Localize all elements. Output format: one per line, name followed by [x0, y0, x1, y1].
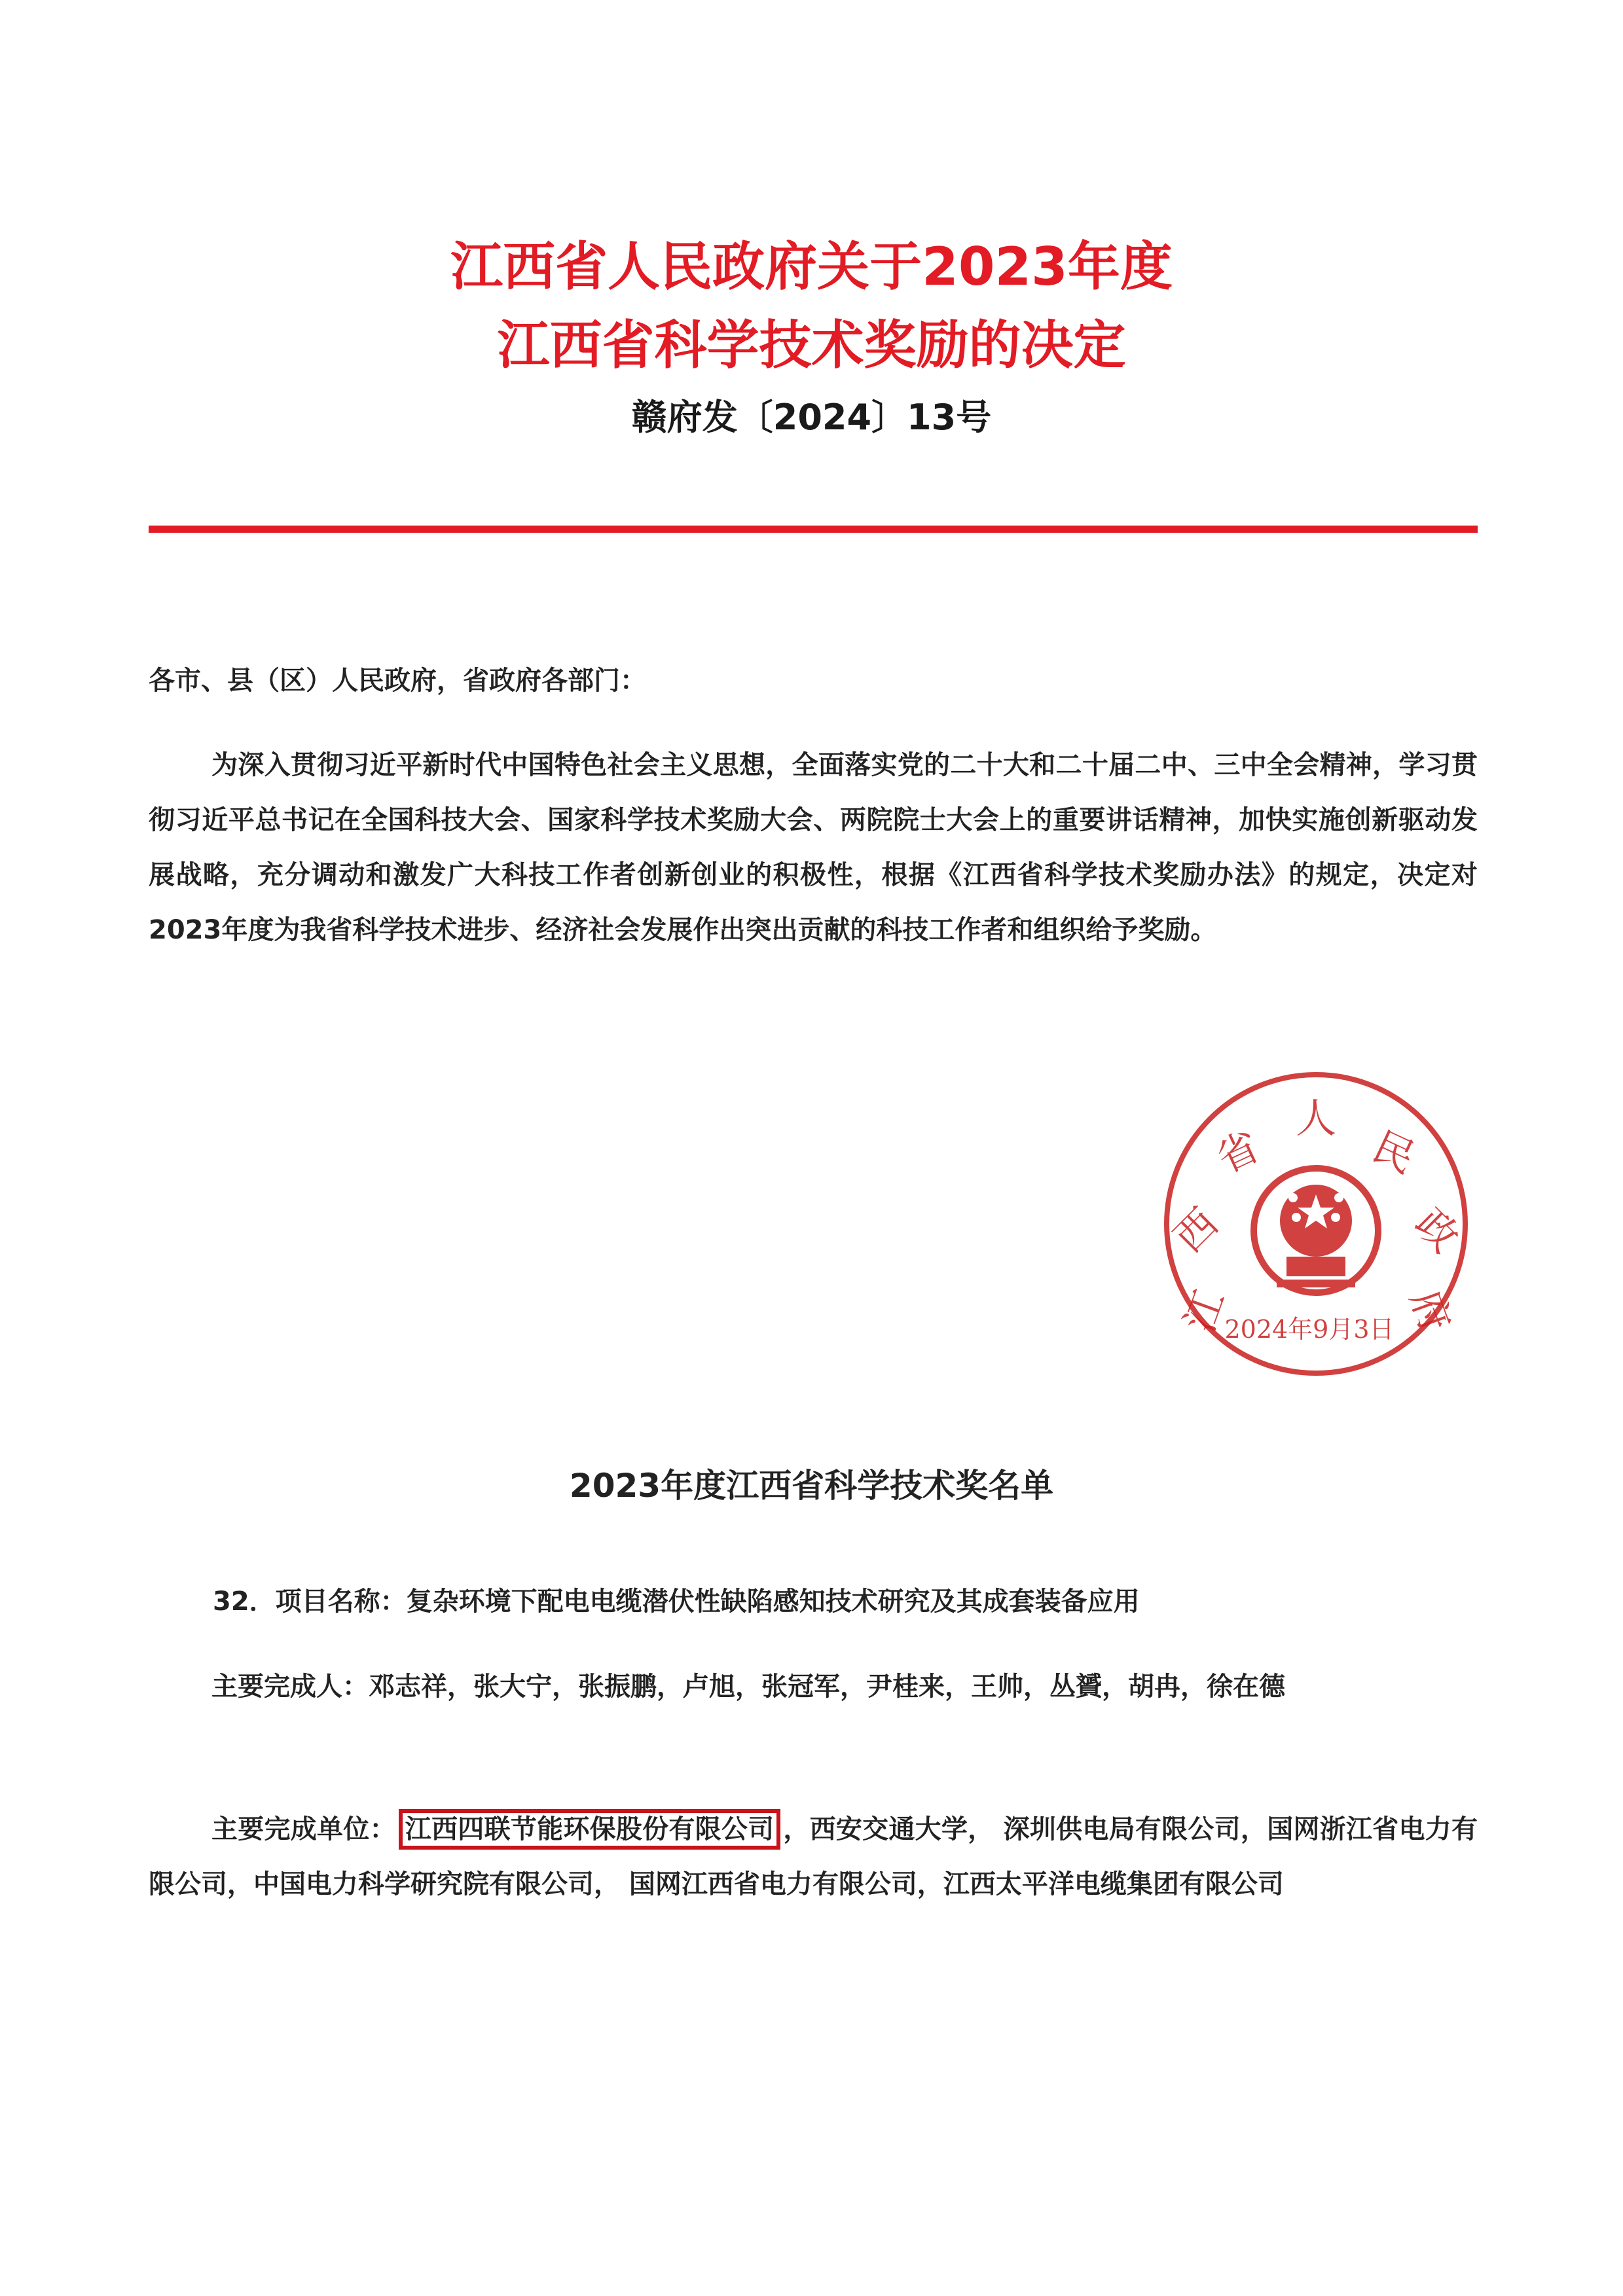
svg-text:江: 江	[1175, 1283, 1234, 1338]
project-name: 复杂环境下配电电缆潜伏性缺陷感知技术研究及其成套装备应用	[406, 1587, 1140, 1617]
seal-date: 2024年9月3日	[1224, 1315, 1395, 1344]
red-divider	[149, 526, 1478, 533]
national-emblem-icon	[1254, 1168, 1378, 1293]
salutation: 各市、县（区）人民政府，省政府各部门：	[149, 666, 646, 696]
people-line	[149, 1659, 1478, 1714]
other-units: ，西安交通大学， 深圳供电局有限公司，国网浙江省电力有限公司，中国电力科学研究院有限公司， 国网江西省电力有限公司，江西太平洋电缆集团有限公司	[149, 1814, 1478, 1899]
svg-text:人: 人	[1295, 1094, 1337, 1142]
svg-text:府: 府	[1401, 1283, 1461, 1338]
svg-text:省: 省	[1209, 1122, 1267, 1183]
svg-text:民: 民	[1365, 1122, 1423, 1183]
document-number: 赣府发〔2024〕13号	[631, 397, 992, 438]
units-label: 主要完成单位：	[211, 1814, 396, 1844]
document-title-line-1: 江西省人民政府关于2023年度	[450, 236, 1173, 297]
project-line	[213, 1574, 1476, 1629]
item-number: 32．	[213, 1587, 276, 1617]
body-paragraph: 为深入贯彻习近平新时代中国特色社会主义思想，全面落实党的二十大和二十届二中、三中全会精神，学习贯彻习近平总书记在全国科技大会、国家科学技术奖励大会、两院院士大会上的重要讲话精神，加快实施创新驱动发展战略，充分调动和激发广大科技工作者创新创业的积极性，根据《江西省科学技术奖励办法》的规定，决定对2023年度为我省科学技术进步、经济社会发展作出突出贡献的科技工作者和组织给予奖励。	[149, 750, 1478, 945]
award-list-heading: 2023年度江西省科学技术奖名单	[569, 1466, 1054, 1505]
project-label: 项目名称：	[275, 1587, 407, 1617]
document-title-line-2: 江西省科学技术奖励的决定	[497, 315, 1126, 376]
highlighted-unit: 江西四联节能环保股份有限公司	[399, 1809, 781, 1850]
svg-text:政: 政	[1406, 1199, 1468, 1262]
units-line	[149, 1802, 1478, 1912]
people-label: 主要完成人：	[211, 1672, 369, 1702]
svg-text:西: 西	[1165, 1199, 1228, 1262]
people-list: 邓志祥，张大宁，张振鹏，卢旭，张冠军，尹桂来，王帅，丛贇，胡冉，徐在德	[369, 1672, 1285, 1702]
